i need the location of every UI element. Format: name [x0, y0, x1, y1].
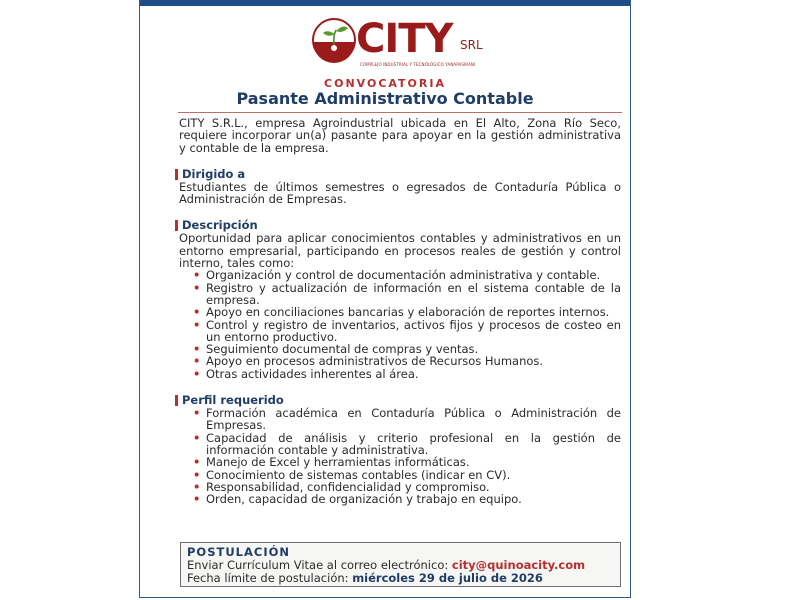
section-perfil [179, 394, 621, 505]
deadline-label: Fecha límite de postulación: [187, 571, 349, 585]
list-item: • Control y registro de inventarios, activos fijos y procesos de costeo en un entorno productivo. [193, 317, 621, 344]
bullet-icon: • [193, 317, 201, 332]
announcement-kicker: CONVOCATORIA [324, 77, 446, 90]
section-dirigido [179, 168, 621, 206]
bullet-icon: • [193, 406, 201, 421]
bullet-icon: • [193, 280, 201, 295]
application-heading: POSTULACIÓN [187, 545, 291, 559]
list-item: • Capacidad de análisis y criterio profesional en la gestión de información contable y administrativa. [193, 430, 621, 457]
email-instruction: Enviar Currículum Vitae al correo electrónico: [187, 558, 449, 572]
application-box [180, 542, 621, 587]
list-item: • Manejo de Excel y herramientas informáticas. [193, 455, 470, 470]
top-bar [140, 0, 630, 6]
list-item: • Responsabilidad, confidencialidad y compromiso. [193, 479, 490, 494]
bullet-icon: • [193, 342, 201, 357]
section-text: Estudiantes de últimos semestres o egresados de Contaduría Pública o Administración de Empresas. [179, 179, 621, 207]
page-title: Pasante Administrativo Contable [236, 89, 534, 108]
section-heading [175, 168, 621, 181]
bullet-icon: • [193, 366, 201, 381]
list-item: • Apoyo en conciliaciones bancarias y elaboración de reportes internos. [193, 305, 610, 320]
logo-emblem-icon [310, 14, 360, 64]
list-item: • Apoyo en procesos administrativos de Recursos Humanos. [193, 354, 544, 369]
list-item: • Seguimiento documental de compras y ventas. [193, 342, 479, 357]
section-heading-label: Descripción [182, 218, 258, 233]
logo-tagline: COMPLEJO INDUSTRIAL Y TECNOLÓGICO YANAPASIRANI [360, 62, 476, 67]
list-item: • Formación académica en Contaduría Pública o Administración de Empresas. [193, 406, 621, 433]
bullet-icon: • [193, 268, 201, 283]
title-divider [178, 112, 622, 113]
requirements-list [179, 407, 621, 505]
posting-body [179, 117, 621, 505]
bullet-icon: • [193, 430, 201, 445]
section-descripcion [179, 219, 621, 380]
duties-list [179, 269, 621, 380]
intro-paragraph: CITY S.R.L., empresa Agroindustrial ubicada en El Alto, Zona Río Seco, requiere incorporar un(a) pasante para apoyar en la gestión administrativa y contable de la empresa. [179, 116, 621, 155]
list-item: • Orden, capacidad de organización y trabajo en equipo. [193, 492, 522, 507]
section-text: Oportunidad para aplicar conocimientos contables y administrativos en un entorno empresarial, participando en procesos reales de gestión y control interno, tales como: [179, 231, 621, 271]
email-link[interactable]: city@quinoacity.com [451, 558, 586, 572]
heading-marker [175, 395, 178, 406]
bullet-icon: • [193, 479, 201, 494]
logo-suffix: SRL [460, 38, 483, 52]
heading-marker [175, 169, 178, 180]
company-logo [310, 14, 500, 74]
bullet-icon: • [193, 354, 201, 369]
list-item: • Registro y actualización de información en el sistema contable de la empresa. [193, 280, 621, 307]
list-item: • Organización y control de documentación administrativa y contable. [193, 268, 601, 283]
section-heading-label: Perfil requerido [182, 393, 284, 408]
deadline-date: miércoles 29 de julio de 2026 [352, 571, 543, 585]
section-heading-label: Dirigido a [182, 166, 246, 181]
heading-marker [175, 220, 178, 231]
bullet-icon: • [193, 467, 201, 482]
bullet-icon: • [193, 305, 201, 320]
bullet-icon: • [193, 492, 201, 507]
list-item: • Conocimiento de sistemas contables (indicar en CV). [193, 467, 511, 482]
bullet-icon: • [193, 455, 201, 470]
application-deadline-line [187, 572, 614, 585]
logo-wordmark: CITY [356, 16, 453, 62]
list-item: • Otras actividades inherentes al área. [193, 366, 419, 381]
job-posting-page [139, 0, 631, 598]
